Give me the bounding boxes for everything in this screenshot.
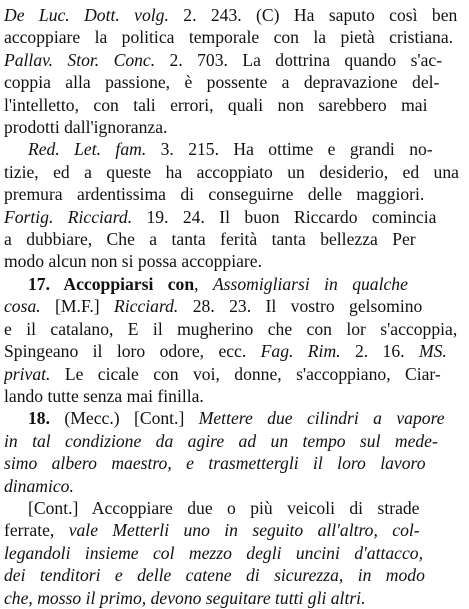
text-line: [4, 385, 463, 407]
bold-segment: 17. Accoppiarsi con: [28, 273, 195, 294]
text-line: [4, 161, 463, 183]
text-segment: tizie, ed a queste ha accoppiato un desiderio, ed una: [4, 161, 459, 182]
italic-segment: De Luc. Dott. volg.: [4, 5, 169, 25]
text-segment: [Cont.] Accoppiare due o più veicoli di strade: [28, 497, 420, 518]
text-line: [4, 407, 463, 429]
italic-segment: Assomigliarsi in qualche: [212, 273, 408, 294]
text-line: [4, 49, 463, 71]
text-line: [4, 363, 463, 385]
text-segment: modo alcun non si possa accoppiare.: [4, 251, 262, 272]
text-line: [4, 519, 463, 541]
text-segment: e il catalano, E il mugherino che con lor s'accoppia,: [4, 318, 458, 339]
italic-segment: legandoli insieme col mezzo degli uncini d'attacco,: [4, 542, 423, 563]
text-line: [4, 183, 463, 205]
paragraph-cit-cont: [4, 497, 463, 609]
text-segment: premura ardentissima di conseguirne delle maggiori.: [4, 184, 425, 205]
paragraph-sense-18: [4, 407, 463, 497]
paragraph-cit-red-let-fam: [4, 138, 463, 272]
italic-segment: MS.: [418, 341, 447, 362]
text-line: [4, 340, 463, 362]
italic-segment: dei tenditori e delle catene di sicurezza, in modo: [4, 565, 425, 586]
text-segment: coppia alla passione, è possente a depravazione del-: [4, 72, 440, 93]
text-line: [4, 116, 463, 138]
text-segment: [M.F.]: [40, 296, 114, 317]
text-line: [4, 273, 463, 295]
text-segment: 2. 243. (C) Ha saputo così ben: [168, 5, 458, 25]
text-segment: a dubbiare, Che a tanta ferità tanta bellezza Per: [4, 229, 416, 250]
paragraph-sense-17: [4, 273, 463, 407]
text-line: [4, 497, 463, 519]
italic-segment: Pallav. Stor. Conc.: [4, 49, 156, 70]
text-segment: 28. 23. Il vostro gelsomino: [178, 296, 423, 317]
italic-segment: Fag. Rim.: [260, 341, 341, 362]
text-segment: prodotti dall'ignoranza.: [4, 117, 168, 138]
text-line: [4, 295, 463, 317]
text-line: [4, 430, 463, 452]
text-segment: 2. 16.: [340, 341, 419, 362]
italic-segment: Red. Let. fam.: [28, 139, 147, 160]
italic-segment: vale Metterli uno in seguito all'altro, col-: [68, 520, 420, 541]
text-line: [4, 564, 463, 586]
italic-segment: cosa.: [4, 296, 41, 317]
bold-segment: 18.: [28, 408, 50, 429]
text-line: [4, 542, 463, 564]
text-line: [4, 452, 463, 474]
text-segment: 2. 703. La dottrina quando s'ac-: [155, 49, 443, 70]
text-line: [4, 71, 463, 93]
text-segment: 19. 24. Il buon Riccardo comincia: [132, 206, 437, 227]
text-line: [4, 587, 463, 609]
italic-segment: simo albero maestro, e trasmettergli il loro lavoro: [4, 453, 426, 474]
text-line: [4, 26, 463, 48]
italic-segment: in tal condizione da agire ad un tempo sul mede-: [4, 430, 438, 451]
text-segment: Le cicale con voi, donne, s'accoppiano, Ciar-: [50, 363, 441, 384]
italic-segment: dinamico.: [4, 475, 74, 496]
text-line: [4, 228, 463, 250]
text-segment: 3. 215. Ha ottime e grandi no-: [146, 139, 433, 160]
text-segment: (Mecc.) [Cont.]: [50, 408, 199, 429]
paragraph-cit-dott-volg: [4, 4, 463, 138]
text-segment: ,: [194, 273, 213, 294]
italic-segment: Mettere due cilindri a vapore: [198, 408, 445, 429]
italic-segment: Fortig. Ricciard.: [4, 206, 133, 227]
text-segment: accoppiare la politica temporale con la pietà cristiana.: [4, 27, 454, 48]
text-line: [4, 318, 463, 340]
text-segment: l'intelletto, con tali errori, quali non sarebbero mai: [4, 94, 428, 115]
text-segment: ferrate,: [4, 520, 69, 541]
text-line: [4, 94, 463, 116]
text-line: [4, 206, 463, 228]
text-segment: Spingeano il loro odore, ecc.: [4, 341, 261, 362]
italic-segment: Ricciard.: [114, 296, 179, 317]
text-line: [4, 250, 463, 272]
text-segment: lando tutte senza mai finilla.: [4, 385, 204, 406]
italic-segment: privat.: [4, 363, 51, 384]
italic-segment: che, mosso il primo, devono seguitare tutti gli altri.: [4, 587, 366, 608]
text-line: [4, 138, 463, 160]
text-line: [4, 4, 463, 26]
text-line: [4, 475, 463, 497]
dictionary-text: [4, 4, 463, 609]
